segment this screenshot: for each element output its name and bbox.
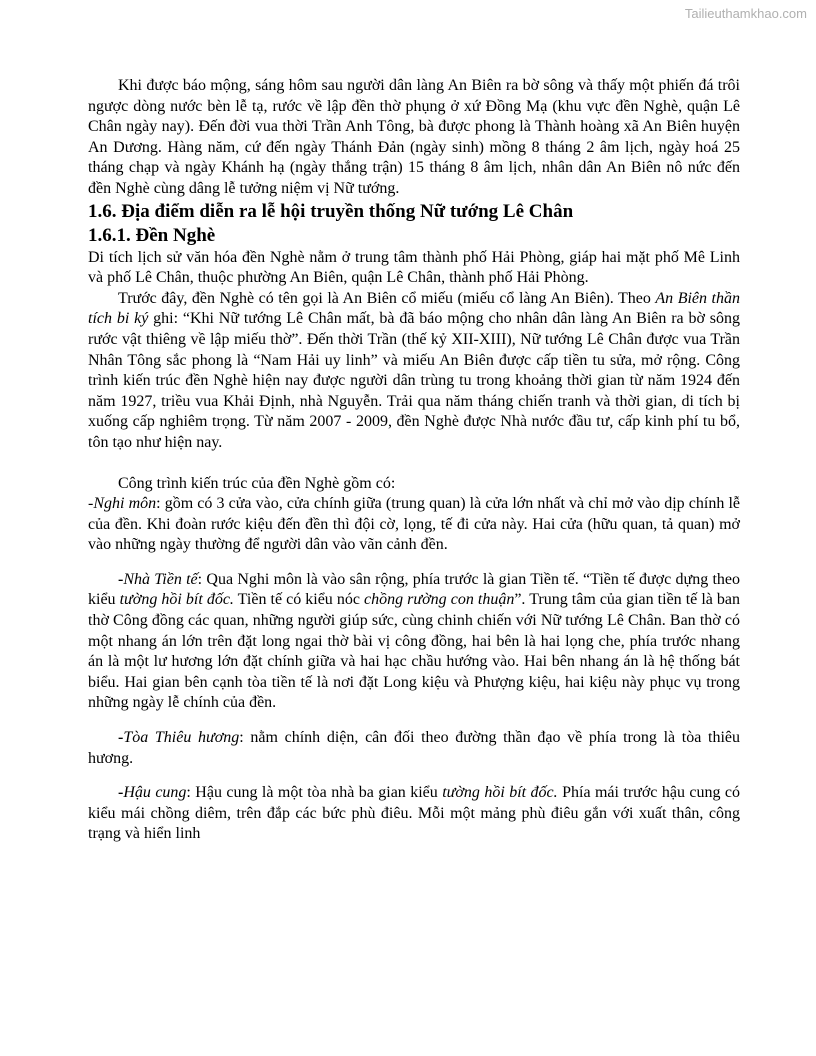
tien-te-italic-1: tường hồi bít đốc.	[119, 591, 234, 609]
list-dash: -	[118, 729, 124, 747]
paragraph-nghi-mon	[88, 494, 740, 556]
term-thieu-huong: Tòa Thiêu hương	[123, 729, 240, 747]
nghi-mon-text: : gồm có 3 cửa vào, cửa chính giữa (trung quan) là cửa lớn nhất và chỉ mở vào dịp chính lễ của đền. Khi đoàn rước kiệu đến đền thì đội cờ, lọng, tế đi cửa này. Hai cửa (hữu quan, tả quan) mở vào những ngày thường để người dân vào vãn cảnh đền.	[88, 495, 741, 554]
history-text-b: ghi: “Khi Nữ tướng Lê Chân mất, bà đã báo mộng cho nhân dân làng An Biên ra bờ sông rước vật thiêng về lập miếu thờ”. Đến thời Trần (thế kỷ XII-XIII), Nữ tướng Lê Chân được vua Trần Nhân Tông sắc phong là “Nam Hải uy linh” và miếu An Biên được cấp tiền tu sửa, mở rộng. Công trình kiến trúc đền Nghè hiện nay được người dân trùng tu trong khoảng thời gian từ năm 1924 đến năm 1927, triều vua Khải Định, nhà Nguyễn. Trải qua năm tháng chiến tranh và thời gian, di tích bị xuống cấp nghiêm trọng. Từ năm 2007 - 2009, đền Nghè được Nhà nước đầu tư, cấp kinh phí tu bổ, tôn tạo như hiện nay.	[88, 310, 741, 451]
paragraph-tien-te	[88, 570, 740, 714]
tien-te-text-c: ”. Trung tâm của gian tiền tế là ban thờ Công đồng các quan, những người giúp sức, cùng chinh chiến với Nữ tướng Lê Chân. Ban thờ có một nhang án lớn trên đặt long ngai thờ bài vị công đồng, hai bên là hai lọng che, phía trước nhang án là một lư hương lớn đặt chính giữa và hai hạc chầu hướng vào. Hai bên nhang án là hệ thống bát biểu. Hai gian bên cạnh tòa tiền tế là nơi đặt Long kiệu và Phượng kiệu, hai kiệu này phục vụ trong những ngày lễ chính của đền.	[88, 591, 741, 712]
list-dash: -	[118, 570, 124, 588]
list-dash: -	[118, 784, 124, 802]
term-hau-cung: Hậu cung	[123, 784, 187, 802]
tien-te-italic-2: chồng rường con thuận	[364, 591, 515, 609]
hau-cung-text-a: : Hậu cung là một tòa nhà ba gian kiểu	[186, 784, 443, 802]
paragraph-location: Di tích lịch sử văn hóa đền Nghè nằm ở trung tâm thành phố Hải Phòng, giáp hai mặt phố Mê Linh và phố Lê Chân, thuộc phường An Biên, quận Lê Chân, thành phố Hải Phòng.	[88, 248, 740, 287]
history-book-title: An Biên thần tích bi ký	[88, 289, 740, 328]
paragraph-history	[88, 289, 740, 454]
paragraph-hau-cung	[88, 783, 740, 845]
section-heading-1-6-1: 1.6.1. Đền Nghè	[88, 224, 216, 246]
hau-cung-italic-1: tường hồi bít đốc.	[442, 784, 558, 802]
hau-cung-text-b: Phía mái trước hậu cung có kiểu mái chồng diêm, trên đắp các bức phù điêu. Mỗi một mảng phù điêu gắn với xuất thân, công trạng và hiển linh	[88, 784, 741, 843]
watermark: Tailieuthamkhao.com	[684, 6, 807, 21]
tien-te-text-b: Tiền tế có kiểu nóc	[233, 591, 365, 609]
paragraph-legend: Khi được báo mộng, sáng hôm sau người dân làng An Biên ra bờ sông và thấy một phiến đá trôi ngược dòng nước bèn lễ tạ, rước về lập đền thờ phụng ở xứ Đồng Mạ (khu vực đền Nghè, quận Lê Chân ngày nay). Đến đời vua thời Trần Anh Tông, bà được phong là Thành hoàng xã An Biên huyện An Dương. Hàng năm, cứ đến ngày Thánh Đản (ngày sinh) mồng 8 tháng 2 âm lịch, ngày hoá 25 tháng chạp và ngày Khánh hạ (ngày thắng trận) 15 tháng 8 âm lịch, nhân dân An Biên nô nức đến đền Nghè cùng dâng lễ tưởng niệm vị Nữ tướng.	[88, 77, 740, 197]
term-tien-te: Nhà Tiền tế	[123, 570, 198, 588]
term-nghi-mon: Nghi môn	[93, 495, 157, 513]
section-heading-1-6: 1.6. Địa điểm diễn ra lễ hội truyền thống Nữ tướng Lê Chân	[88, 200, 574, 222]
list-dash: -	[88, 495, 94, 513]
paragraph-architecture-intro: Công trình kiến trúc của đền Nghè gồm có:	[118, 474, 396, 492]
document-page	[88, 76, 740, 845]
thieu-huong-text: : nằm chính diện, cân đối theo đường thần đạo về phía trong là tòa thiêu hương.	[88, 729, 741, 767]
tien-te-text-a: : Qua Nghi môn là vào sân rộng, phía trước là gian Tiền tế. “Tiền tế được dựng theo kiểu	[88, 570, 741, 609]
history-text-a: Trước đây, đền Nghè có tên gọi là An Biên cổ miếu (miếu cổ làng An Biên). Theo	[118, 289, 656, 307]
paragraph-thieu-huong	[88, 728, 740, 769]
